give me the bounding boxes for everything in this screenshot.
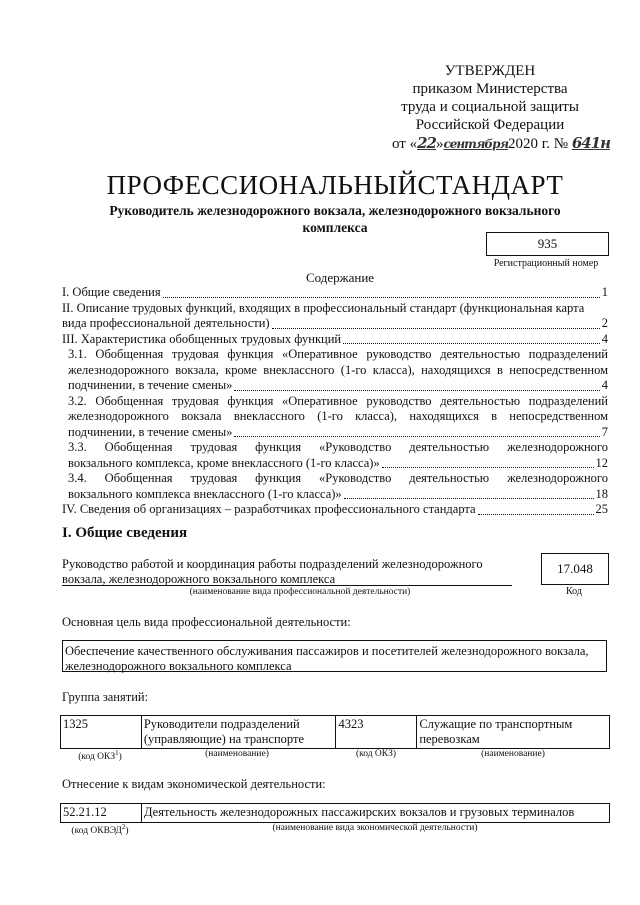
econ-label: Отнесение к видам экономической деятельности: (62, 777, 326, 791)
toc-entry-page: 4 (601, 331, 608, 346)
section-heading: I. Общие сведения (62, 525, 188, 541)
toc-entry-1[interactable] (62, 285, 608, 301)
date-year: 2020 г. № (508, 136, 569, 152)
goal-box: Обеспечение качественного обслуживания пассажиров и посетителей железнодорожного вокзала, железнодорожного вокзального комплекса (62, 640, 607, 672)
group-name-2: Служащие по транспортным перевозкам (417, 716, 610, 749)
group-label: Группа занятий: (62, 690, 149, 704)
approval-line-1: УТВЕРЖДЕН (444, 63, 536, 79)
toc-entry-page: 12 (595, 455, 608, 470)
toc-entry-3[interactable] (62, 332, 608, 348)
order-number-handwritten: 641н (571, 134, 611, 152)
approval-line-2: приказом Министерства (412, 81, 568, 97)
toc-entry-3-1[interactable] (62, 347, 608, 394)
toc-entry-text: подчинении, в течение смены» (68, 424, 233, 439)
approval-date-line (380, 134, 611, 153)
document-subtitle: Руководитель железнодорожного вокзала, железнодорожного вокзального комплекса (109, 203, 561, 235)
toc-entry-3-3[interactable] (62, 440, 608, 471)
toc-entry-lead: 3.2. Обобщенная трудовая функция «Оперативное руководство деятельностью подразделений железнодорожного вокзала внеклассного (1-го класса), находящихся в непосредственном (68, 393, 608, 423)
econ-caption-name: (наименование вида экономической деятельности) (272, 823, 478, 833)
toc-entry-3-2[interactable] (62, 394, 608, 441)
goal-label: Основная цель вида профессиональной деятельности: (62, 615, 351, 629)
econ-caption-code: (код ОКВЭД$^2$) (71, 823, 129, 837)
group-name-1: Руководители подразделений (управляющие) на транспорте (141, 716, 336, 749)
approval-line-3: труда и социальной защиты (401, 99, 579, 115)
toc-title: Содержание (305, 270, 375, 285)
approval-line-4: Российской Федерации (415, 117, 565, 133)
toc-entry-text: III. Характеристика обобщенных трудовых функций (62, 331, 342, 346)
toc-entry-lead: 3.4. Обобщенная трудовая функция «Руководство деятельностью железнодорожного (68, 471, 608, 485)
toc-entry-lead: 3.3. Обобщенная трудовая функция «Руководство деятельностью железнодорожного (68, 440, 608, 454)
activity-code-label: Код (566, 586, 582, 597)
occupation-group-table (60, 715, 610, 749)
document-title: ПРОФЕССИОНАЛЬНЫЙСТАНДАРТ (106, 170, 564, 200)
group-code-1: 1325 (61, 716, 142, 749)
toc-entry-page: 2 (601, 316, 608, 330)
toc-entry-page: 7 (601, 424, 608, 439)
toc-entry-page: 18 (595, 486, 608, 501)
toc-entry-text: IV. Сведения об организациях – разработчиках профессионального стандарта (62, 502, 476, 516)
toc-entry-text: подчинении, в течение смены» (68, 378, 233, 392)
activity-name: Руководство работой и координация работы подразделений железнодорожного вокзала, железнодорожного вокзального комплекса (62, 557, 483, 586)
date-day-handwritten: 22 (417, 134, 436, 152)
group-caption-code: (код ОКЗ$^1$) (78, 749, 122, 763)
toc-entry-2[interactable] (62, 301, 608, 332)
toc-entry-page: 25 (595, 502, 608, 516)
registration-number-box: 935 (486, 232, 609, 256)
toc-entry-text: вида профессиональной деятельности) (62, 316, 270, 330)
toc-entry-text: вокзального комплекса, кроме внеклассного (1-го класса)» (68, 455, 380, 470)
group-caption-name-2: (наименование) (481, 749, 545, 759)
registration-number-label: Регистрационный номер (493, 258, 599, 269)
activity-code-box: 17.048 (541, 553, 609, 585)
econ-name: Деятельность железнодорожных пассажирских вокзалов и грузовых терминалов (142, 804, 610, 823)
activity-caption: (наименование вида профессиональной деятельности) (189, 587, 411, 597)
toc-entry-3-4[interactable] (62, 471, 608, 502)
activity-underline (62, 585, 512, 586)
date-mid: » (435, 136, 444, 152)
toc-entry-page: 4 (601, 378, 608, 392)
date-month-handwritten: сентября (443, 137, 509, 151)
group-caption-code-2: (код ОКЗ) (355, 749, 397, 759)
toc-entry-lead: 3.1. Обобщенная трудовая функция «Оперативное руководство деятельностью подразделений железнодорожного вокзала, кроме внеклассного (1-го класса), находящихся в непосредственном (68, 347, 608, 377)
group-caption-name: (наименование) (205, 749, 269, 759)
econ-code: 52.21.12 (61, 804, 142, 823)
date-prefix: от « (392, 136, 418, 152)
toc-entry-lead: II. Описание трудовых функций, входящих в профессиональный стандарт (функциональная карта (62, 300, 585, 315)
approval-block (380, 62, 611, 153)
toc-entry-page: 1 (601, 285, 608, 299)
toc-entry-4[interactable] (62, 502, 608, 518)
toc-entry-text: I. Общие сведения (62, 285, 161, 299)
group-code-2: 4323 (336, 716, 417, 749)
table-of-contents (62, 285, 608, 518)
toc-entry-text: вокзального комплекса внеклассного (1-го класса)» (68, 486, 342, 501)
economic-activity-table (60, 803, 610, 823)
